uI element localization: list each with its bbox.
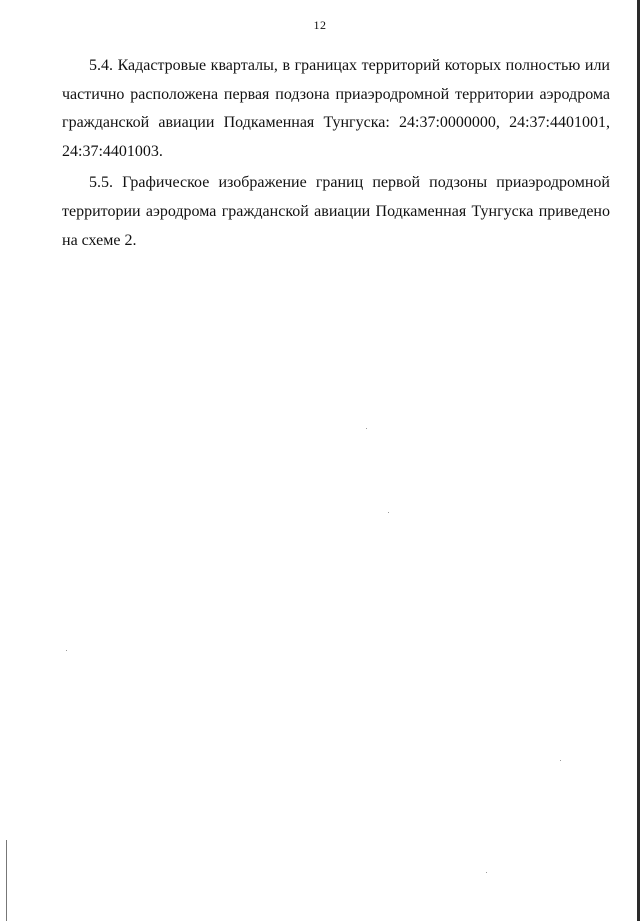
scan-speck	[366, 428, 367, 429]
document-body	[62, 52, 610, 255]
scan-speck	[486, 872, 487, 873]
page-number: 12	[313, 18, 327, 32]
scan-speck	[560, 760, 561, 761]
scan-edge-line	[6, 840, 7, 921]
scan-speck	[66, 650, 67, 651]
paragraph-5-4: 5.4. Кадастровые кварталы, в границах территорий которых полностью или частично расположена первая подзона приаэродромной территории аэродрома гражданской авиации Подкаменная Тунгуска: 24:37:0000000, 24:37:4401001, 24:37:4401003.	[62, 57, 610, 160]
scan-speck	[388, 512, 389, 513]
paragraph-5-5: 5.5. Графическое изображение границ первой подзоны приаэродромной территории аэродрома гражданской авиации Подкаменная Тунгуска приведено на схеме 2.	[62, 174, 610, 249]
